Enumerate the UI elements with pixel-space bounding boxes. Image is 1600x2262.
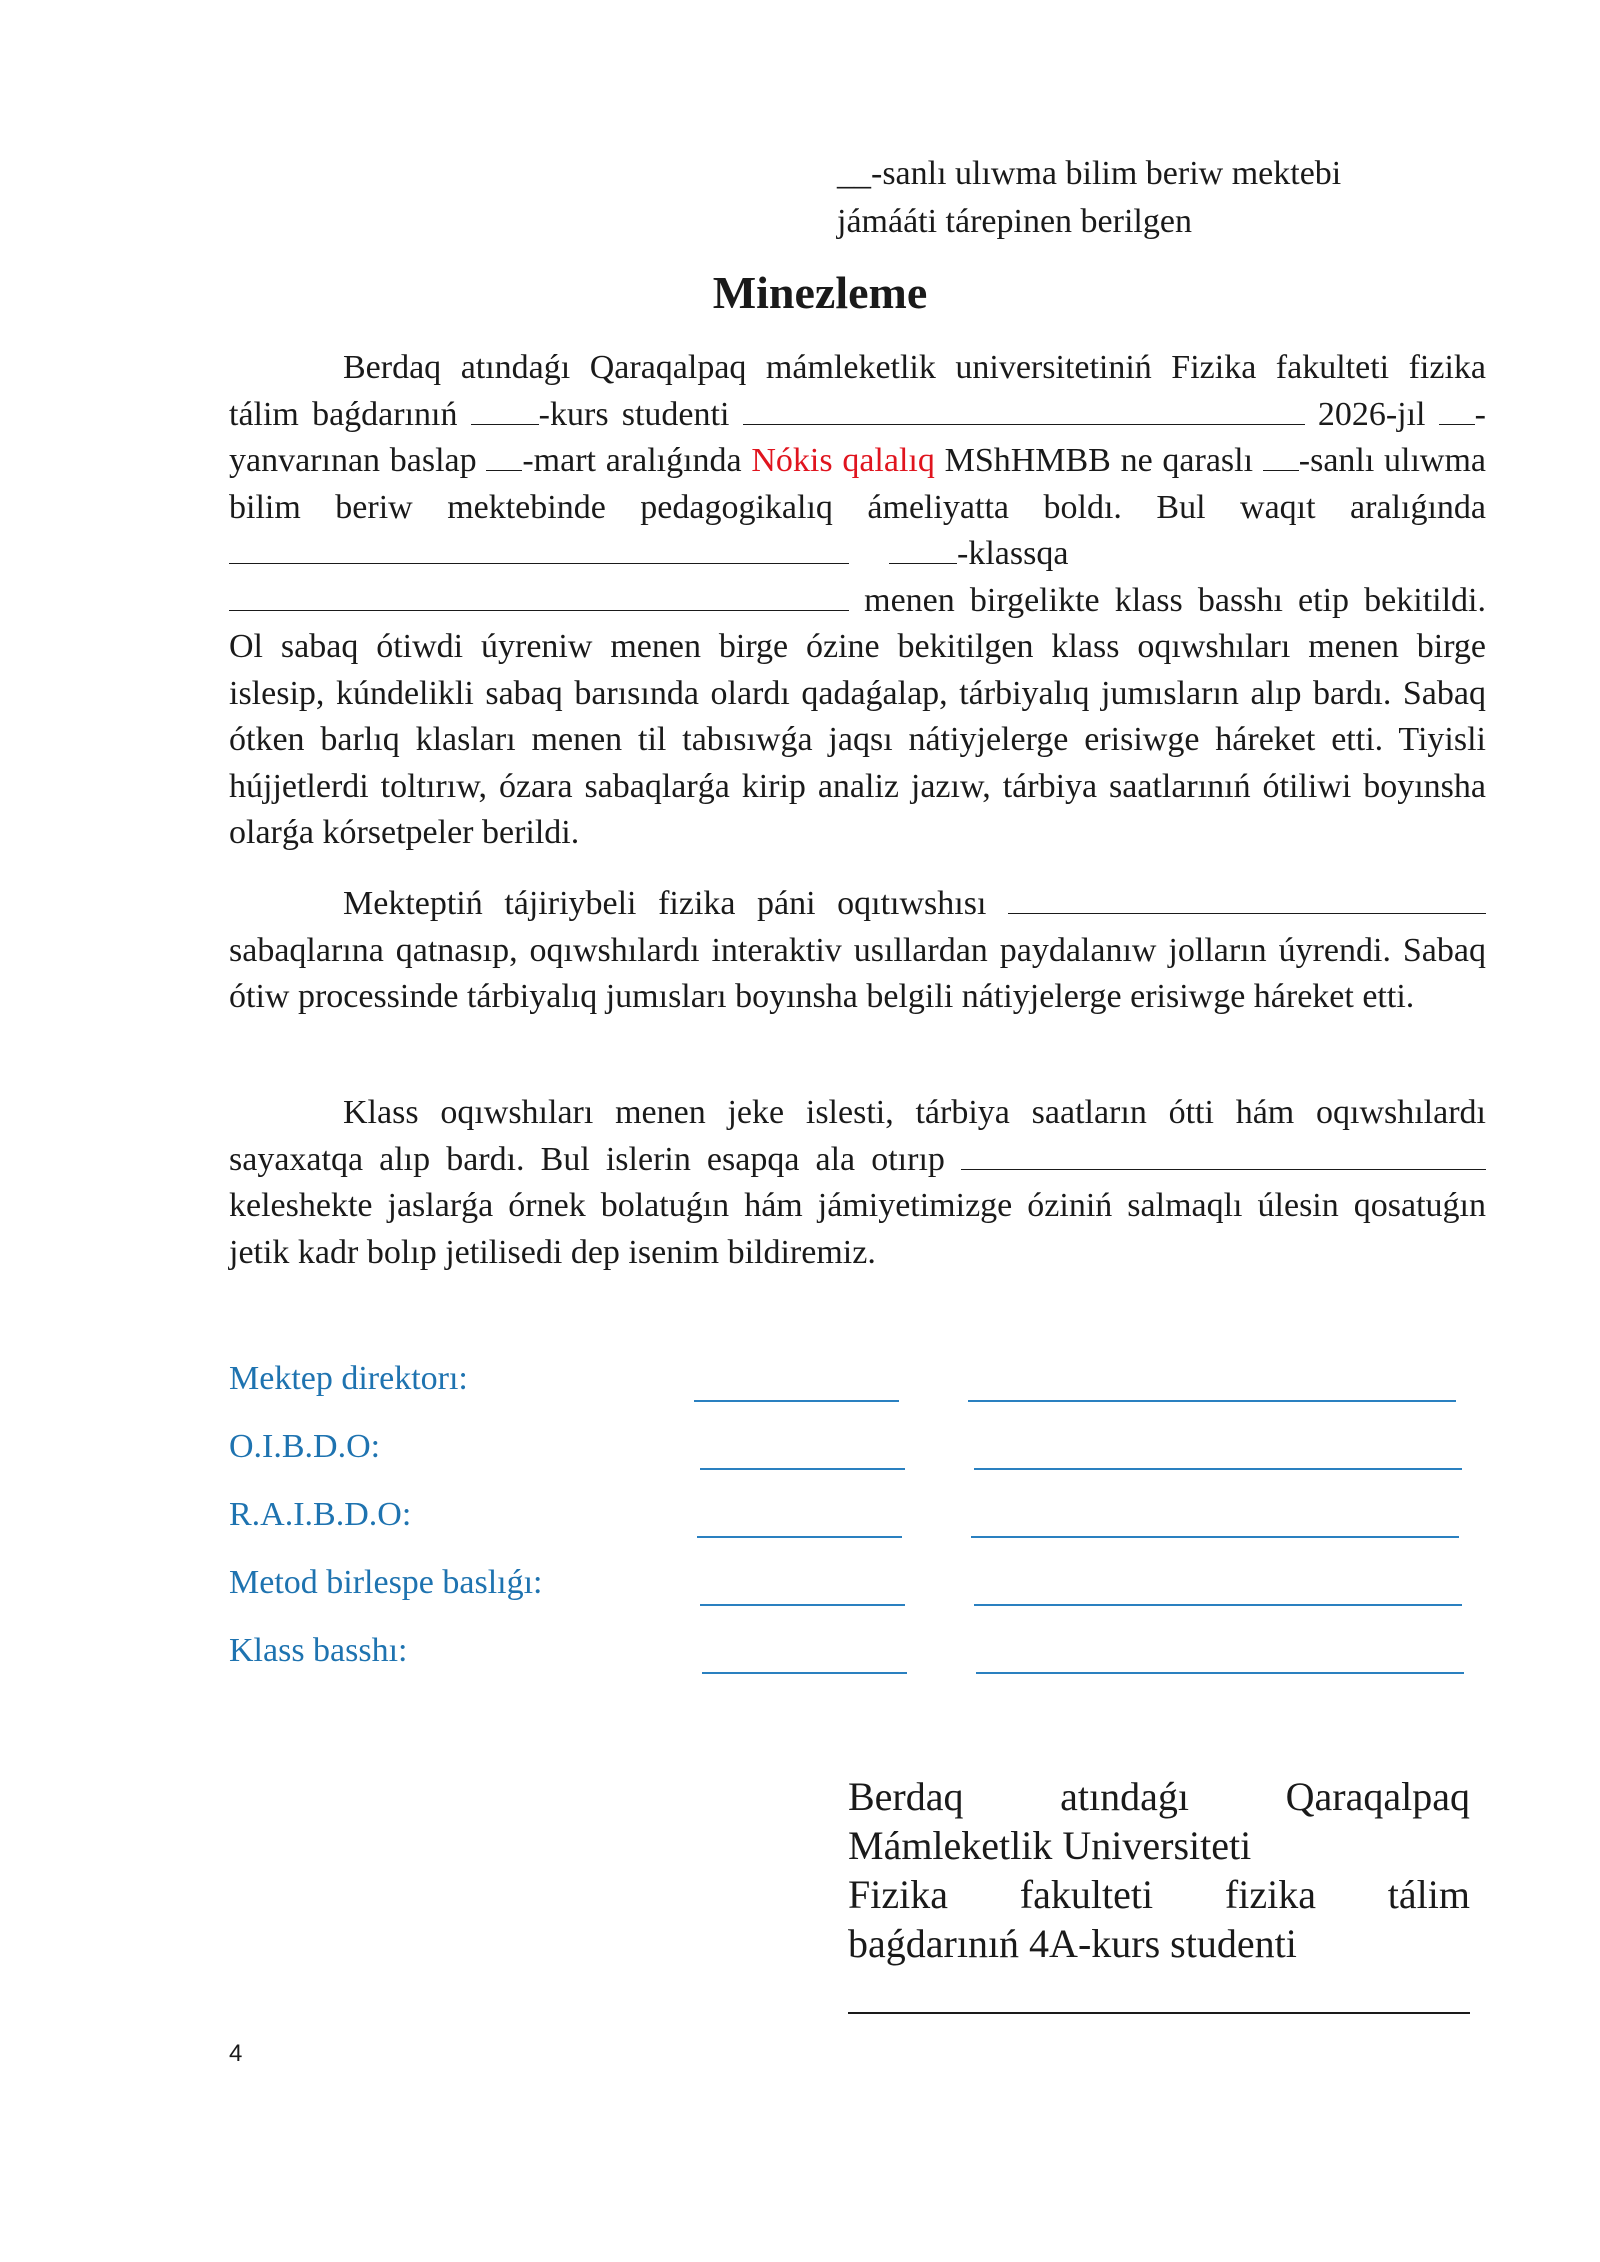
signature-line <box>694 1400 899 1402</box>
signature-label: Metod birlespe baslıǵı: <box>229 1564 543 1601</box>
start-day-blank <box>1439 396 1475 425</box>
paragraph-1-text-d: -yanvarınan baslap <box>229 395 1486 479</box>
name-line <box>976 1672 1464 1674</box>
signature-line <box>700 1468 905 1470</box>
city-name: Nókis qalalıq <box>751 442 935 479</box>
signature-row <box>229 1428 1519 1496</box>
page-title: Minezleme <box>712 267 928 318</box>
signature-row <box>229 1360 1519 1428</box>
page-number: 4 <box>229 2040 243 2067</box>
paragraph-1-text-i: menen birgelikte klass basshı etip bekitildi. Ol sabaq ótiwdi úyreniw menen birge ózine bekitilgen klass oqıwshıları menen birge islesip, kúndelikli sabaq barısında olardı qadaǵalap, tárbiyalıq jumısların alıp bardı. Sabaq ótken barlıq klasları menen til tabısıwǵa jaqsı nátiyjelerge erisiwge háreket etti. Tiyisli hújjetlerdi toltırıw, ózara sabaqlarǵa kirip analiz jazıw, tárbiya saatlarınıń ótiliwi boyınsha olarǵa kórsetpeler berildi. <box>229 581 1486 851</box>
conclusion-name-blank <box>961 1141 1486 1170</box>
student-block-line-3: Fizika fakulteti fizika tálim <box>848 1872 1470 1917</box>
student-name-blank <box>743 396 1305 425</box>
paragraph-1-text-c: 2026-jıl <box>1317 395 1439 433</box>
name-line <box>971 1536 1459 1538</box>
student-block-line-2: Mámleketlik Universiteti <box>848 1823 1252 1868</box>
paragraph-2-text-b: sabaqlarına qatnasıp, oqıwshılardı interaktiv usıllardan paydalanıw jolların úyrendi. Sabaq ótiw processinde tárbiyalıq jumısları boyınsha belgili nátiyjelerge erisiwge háreket etti. <box>229 931 1486 1015</box>
signature-label: R.A.I.B.D.O: <box>229 1496 412 1533</box>
name-line <box>974 1468 1462 1470</box>
class-blank <box>889 535 957 564</box>
school-number-blank <box>1263 442 1299 471</box>
document-header <box>837 150 1341 246</box>
paragraph-2-text-a: Mekteptiń tájiriybeli fizika páni oqıtıwshısı <box>343 885 1008 922</box>
paragraph-1-text-e: -mart aralıǵında <box>522 442 752 479</box>
signature-label: Mektep direktorı: <box>229 1360 468 1397</box>
physics-teacher-blank <box>1008 885 1486 914</box>
paragraph-1-text-a: Berdaq atındaǵı Qaraqalpaq mámleketlik universitetiniń Fizika fakulteti fizika tálim baǵdarınıń <box>229 349 1486 433</box>
student-signature-line <box>848 1992 1470 2014</box>
paragraph-1-text-b: -kurs studenti <box>538 395 743 433</box>
signature-line <box>702 1672 907 1674</box>
paragraph-1-text-f: MShHMBB ne qaraslı <box>934 442 1263 479</box>
signature-line <box>697 1536 902 1538</box>
end-day-blank <box>486 442 522 471</box>
student-signature-block <box>848 1772 1470 2014</box>
student-block-line-4: baǵdarınıń 4A-kurs studenti <box>848 1921 1297 1966</box>
signature-row <box>229 1632 1519 1700</box>
signature-row <box>229 1496 1519 1564</box>
name-line <box>968 1400 1456 1402</box>
header-line-2: jámááti tárepinen berilgen <box>837 203 1192 240</box>
signature-table <box>229 1360 1519 1700</box>
header-line-1: __-sanlı ulıwma bilim beriw mektebi <box>837 155 1342 192</box>
signature-label: O.I.B.D.O: <box>229 1428 381 1465</box>
paragraph-3 <box>229 1090 1486 1276</box>
period-blank <box>229 535 849 564</box>
paragraph-3-text-a: Klass oqıwshıları menen jeke islesti, tárbiya saatların ótti hám oqıwshılardı sayaxatqa alıp bardı. Bul islerin esapqa ala otırıp <box>229 1094 1486 1178</box>
paragraph-2 <box>229 881 1486 1021</box>
student-block-line-1: Berdaq atındaǵı Qaraqalpaq <box>848 1774 1470 1819</box>
signature-label: Klass basshı: <box>229 1632 408 1669</box>
signature-row <box>229 1564 1519 1632</box>
paragraph-1 <box>229 345 1486 857</box>
teacher-blank <box>229 582 849 611</box>
course-blank <box>471 396 539 425</box>
paragraph-1-text-g: -sanlı ulıwma bilim beriw mektebinde pedagogikalıq ámeliyatta boldı. Bul waqıt aralıǵında <box>229 442 1487 526</box>
signature-line <box>700 1604 905 1606</box>
paragraph-3-text-b: keleshekte jaslarǵa órnek bolatuǵın hám jámiyetimizge óziniń salmaqlı úlesin qosatuǵın jetik kadr bolıp jetilisedi dep isenim bildiremiz. <box>229 1187 1486 1271</box>
name-line <box>974 1604 1462 1606</box>
paragraph-1-text-h: -klassqa <box>957 535 1069 572</box>
